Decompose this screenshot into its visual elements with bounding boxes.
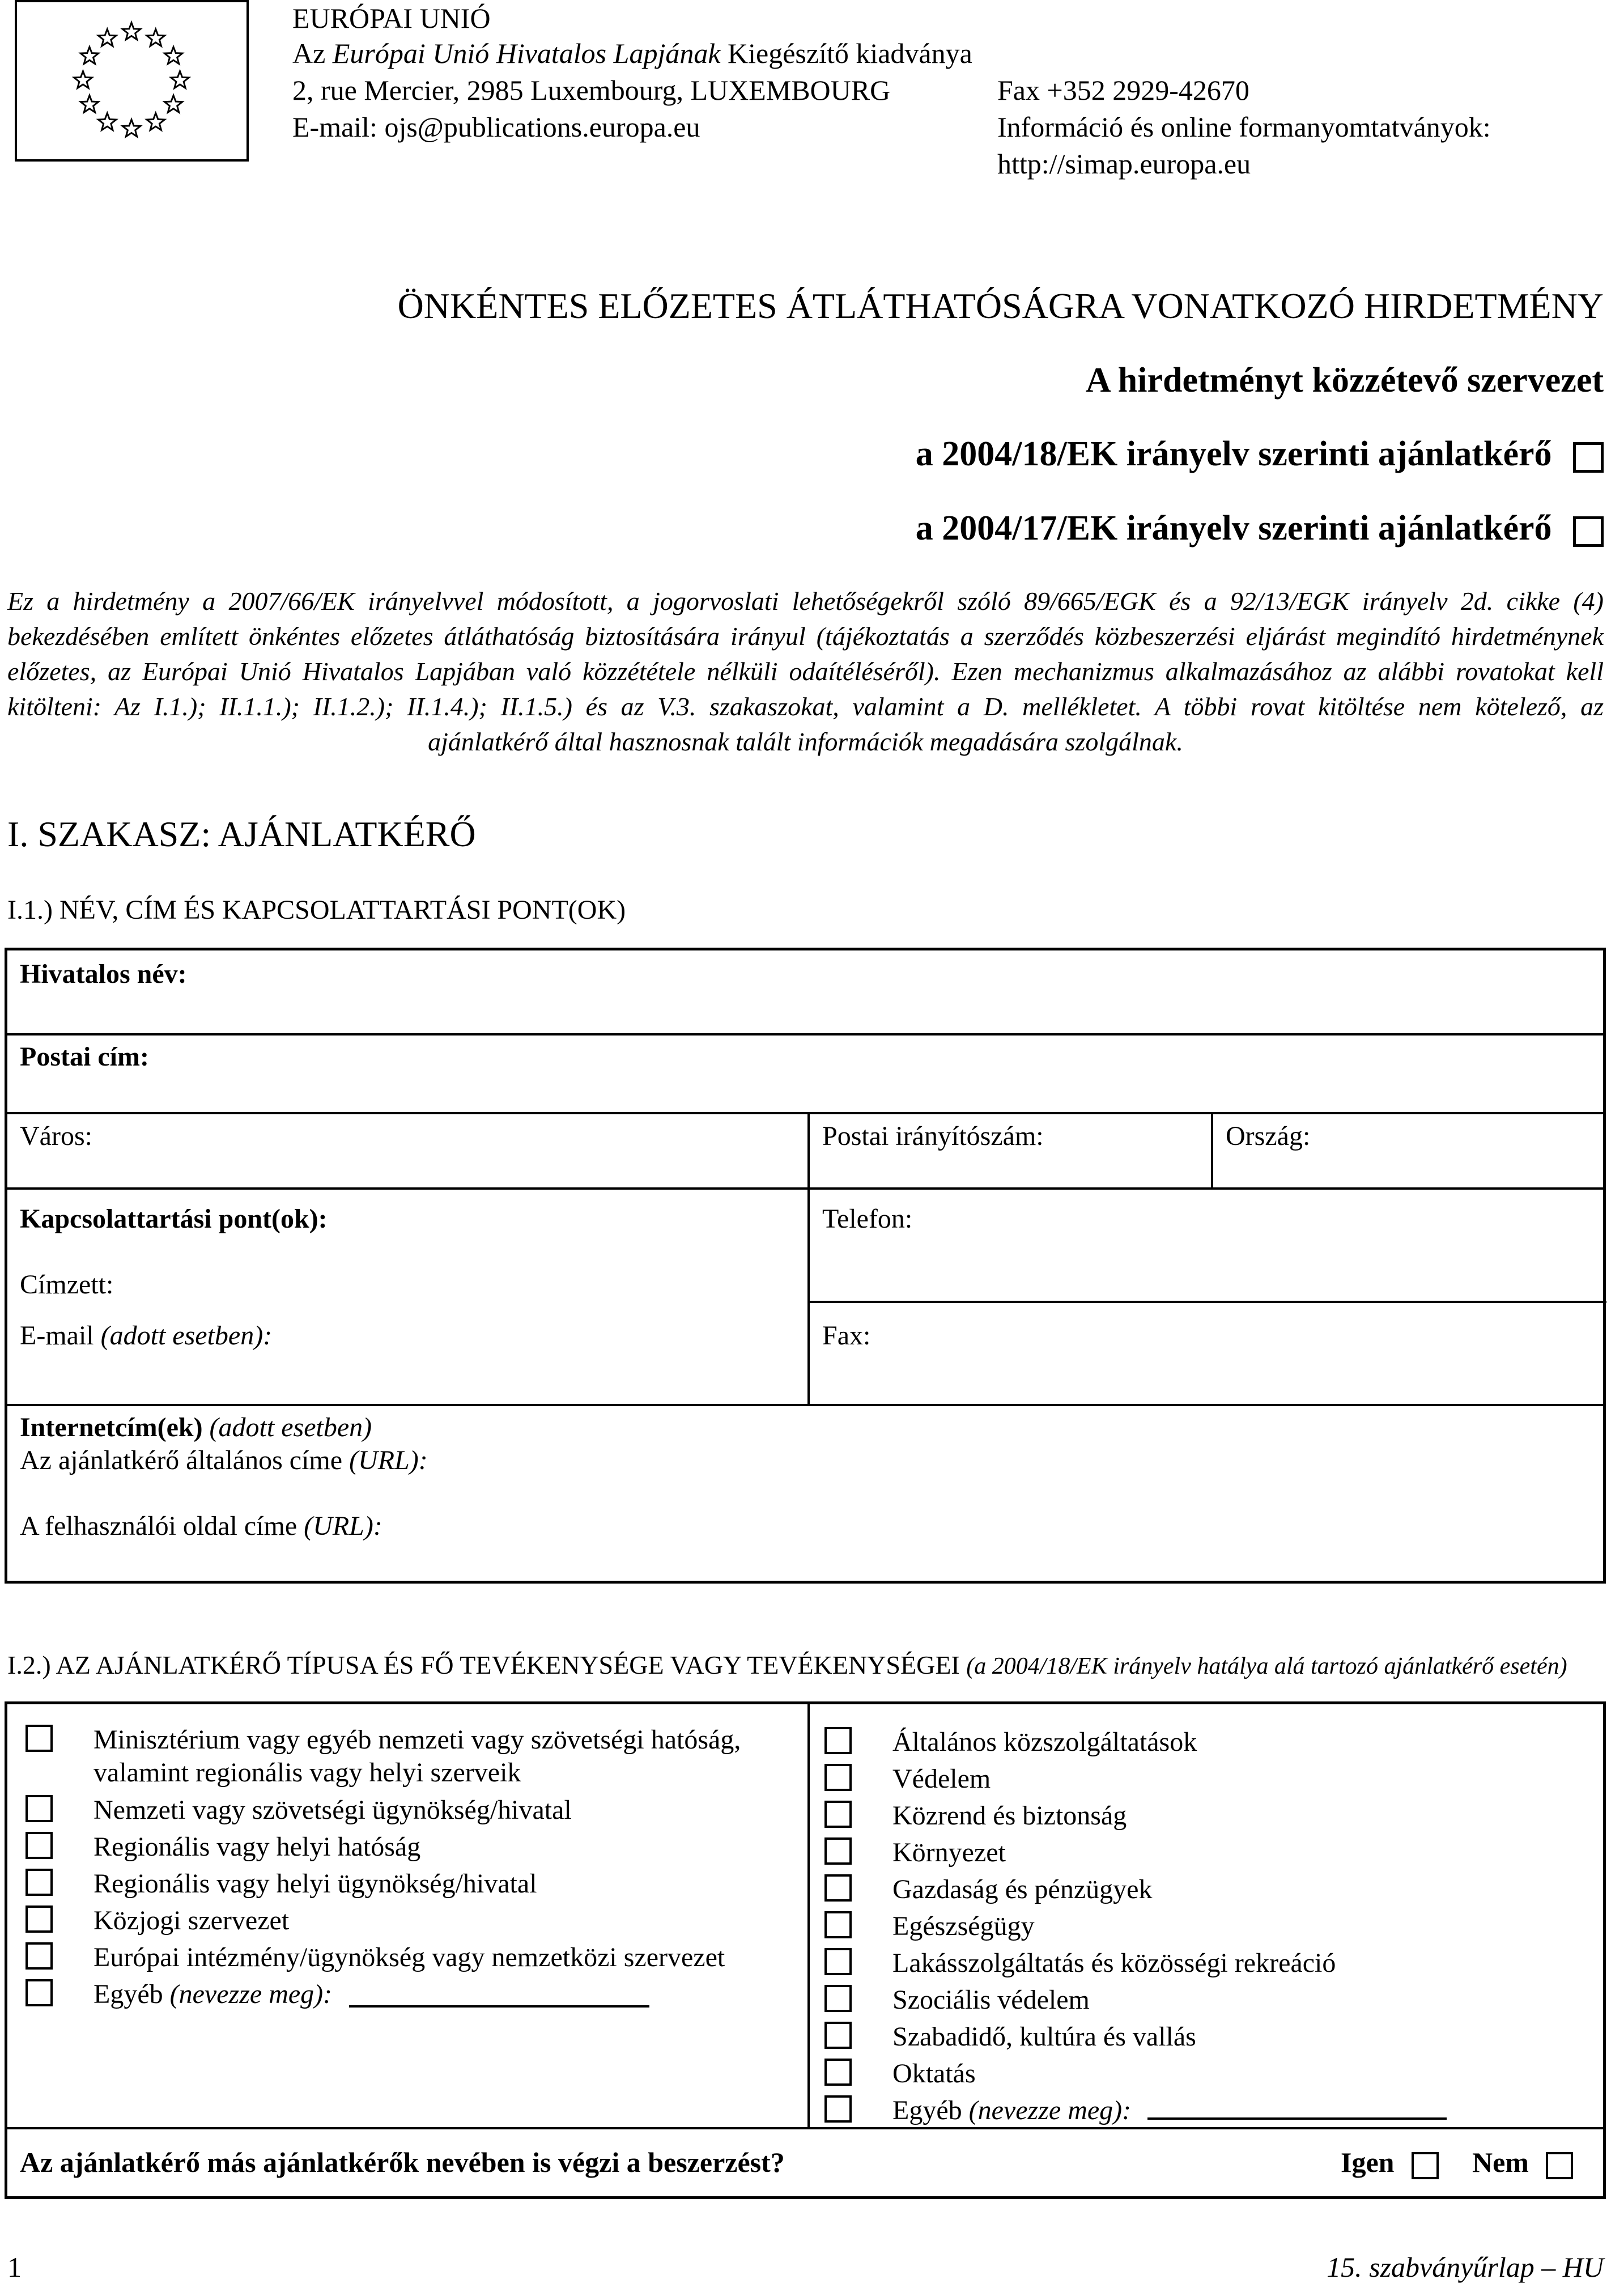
type-public-law-body-label: Közjogi szervezet (93, 1905, 290, 1936)
contracting-type-box (5, 1701, 1606, 2199)
eu-flag-logo (15, 0, 249, 162)
type-other-text: Egyéb (93, 1979, 163, 2009)
form-number: 15. szabványűrlap – HU (1327, 2251, 1604, 2283)
official-name-label: Hivatalos név: (20, 959, 187, 989)
answer-yes-checkbox[interactable] (1412, 2152, 1439, 2179)
activity-label (892, 2094, 1131, 2127)
option-2004-18 (916, 432, 1604, 476)
activity-label-text: Szabadidő, kultúra és vallás (892, 2022, 1196, 2052)
postal-code-label: Postai irányítószám: (822, 1121, 1044, 1151)
activity-checkbox[interactable] (824, 1948, 852, 1975)
answer-yes-label: Igen (1341, 2146, 1395, 2178)
star-icon (122, 120, 140, 137)
header-journal-suffix: Kiegészítő kiadványa (728, 37, 972, 69)
fax-field[interactable] (810, 1303, 1603, 1404)
type-public-law-body-checkbox[interactable] (25, 1905, 53, 1933)
intro-line-4: kitölteni: Az I.1.); II.1.1.); II.1.2.); II.1.4.); II.1.5.) és az V.3. szakaszokat, valamint a D. mellékletet. A többi rovat kitöltése nem kötelező, az (7, 692, 1604, 721)
intro-line-1: Ez a hirdetmény a 2007/66/EK irányelvvel módosított, a jogorvoslati lehetőségekről szóló 89/665/EGK és a 92/13/EGK irányelv 2d. cikke (4) (7, 587, 1604, 616)
fax-label: Fax: (822, 1321, 871, 1351)
section-1-2-heading (7, 1648, 1567, 1683)
intro-line-5: ajánlatkérő által hasznosnak talált információk megadására szolgálnak. (428, 727, 1183, 756)
answer-yes (1341, 2144, 1439, 2180)
activity-checkbox[interactable] (824, 2095, 852, 2123)
activity-label (892, 1726, 1197, 1759)
city-field[interactable] (7, 1114, 807, 1187)
type-ministry-label: Minisztérium vagy egyéb nemzeti vagy szövetségi hatóság, (93, 1725, 741, 1755)
activity-label (892, 2021, 1196, 2053)
city-label: Város: (20, 1121, 92, 1151)
star-icon (74, 71, 92, 88)
header-url[interactable]: http://simap.europa.eu (997, 148, 1251, 180)
star-icon (171, 71, 189, 88)
activity-label-text: Közrend és biztonság (892, 1801, 1127, 1831)
activity-checkbox[interactable] (824, 1874, 852, 1902)
activity-checkbox[interactable] (824, 1764, 852, 1791)
header-fax: Fax +352 2929-42670 (997, 74, 1249, 106)
activity-label (892, 1910, 1035, 1943)
country-label: Ország: (1226, 1121, 1311, 1151)
contact-points-label: Kapcsolattartási pont(ok): (20, 1204, 328, 1234)
email-label-note: (adott esetben): (100, 1321, 273, 1351)
activity-checkbox[interactable] (824, 1985, 852, 2012)
page-number: 1 (7, 2251, 22, 2283)
activity-label-text: Szociális védelem (892, 1985, 1090, 2015)
activity-label (892, 2057, 976, 2090)
activity-other-note: (nevezze meg): (968, 2095, 1132, 2125)
general-url-text: Az ajánlatkérő általános címe (20, 1445, 343, 1475)
activity-label-text: Gazdaság és pénzügyek (892, 1874, 1153, 1904)
document-title: ÖNKÉNTES ELŐZETES ÁTLÁTHATÓSÁGRA VONATKOZÓ HIRDETMÉNY (397, 286, 1604, 326)
buyer-profile-url-text: A felhasználói oldal címe (20, 1511, 297, 1541)
star-icon (164, 95, 182, 112)
email-label-text: E-mail (20, 1321, 94, 1351)
star-icon (147, 113, 164, 130)
contact-points-field[interactable] (7, 1190, 807, 1404)
type-regional-authority-checkbox[interactable] (25, 1832, 53, 1859)
answer-no-label: Nem (1472, 2146, 1529, 2178)
header-eu-name: EURÓPAI UNIÓ (292, 2, 491, 34)
option-2004-17-checkbox[interactable] (1573, 516, 1604, 547)
buyer-profile-url-note: (URL): (304, 1511, 382, 1541)
activity-label-text: Védelem (892, 1764, 991, 1794)
type-regional-agency-checkbox[interactable] (25, 1869, 53, 1896)
country-field[interactable] (1213, 1114, 1603, 1187)
section-1-heading: I. SZAKASZ: AJÁNLATKÉRŐ (7, 814, 476, 854)
postal-address-field[interactable] (7, 1035, 1603, 1112)
header-journal-title: Európai Unió Hivatalos Lapjának (332, 37, 721, 69)
activity-other-input-line[interactable] (1147, 2117, 1447, 2120)
star-icon (99, 29, 116, 46)
type-other-input-line[interactable] (349, 2005, 649, 2008)
type-european-institution-label: Európai intézmény/ügynökség vagy nemzetközi szervezet (93, 1942, 725, 1972)
activity-label-text: Általános közszolgáltatások (892, 1727, 1197, 1757)
type-regional-agency-label: Regionális vagy helyi ügynökség/hivatal (93, 1869, 537, 1899)
postal-address-label: Postai cím: (20, 1042, 149, 1072)
header-email: E-mail: ojs@publications.europa.eu (292, 111, 700, 143)
type-other-checkbox[interactable] (25, 1979, 53, 2006)
eu-stars-icon (17, 2, 246, 159)
star-icon (80, 95, 98, 112)
type-ministry-cont: valamint regionális vagy helyi szerveik (93, 1758, 521, 1788)
activity-checkbox[interactable] (824, 1801, 852, 1828)
activity-checkbox[interactable] (824, 1837, 852, 1865)
type-other-label (93, 1978, 332, 2011)
type-regional-authority-label: Regionális vagy helyi hatóság (93, 1832, 421, 1862)
star-icon (164, 47, 182, 64)
postal-code-field[interactable] (810, 1114, 1211, 1187)
type-other-note: (nevezze meg): (169, 1979, 333, 2009)
activity-label-text: Környezet (892, 1837, 1006, 1868)
star-icon (147, 29, 164, 46)
official-name-field[interactable] (7, 950, 1603, 1033)
type-national-agency-label: Nemzeti vagy szövetségi ügynökség/hivatal (93, 1795, 572, 1825)
type-national-agency-checkbox[interactable] (25, 1795, 53, 1822)
activity-checkbox[interactable] (824, 1727, 852, 1754)
phone-label: Telefon: (822, 1204, 913, 1234)
activity-label-text: Lakásszolgáltatás és közösségi rekreáció (892, 1948, 1336, 1978)
intro-line-3: előzetes, az Európai Unió Hivatalos Lapjában való közzététele nélküli odaítéléséről). Ezen mechanizmus alkalmazásához az alábbi rovatokat kell (7, 657, 1604, 686)
internet-label-note: (adott esetben) (209, 1412, 372, 1442)
activity-checkbox[interactable] (824, 1911, 852, 1938)
star-icon (122, 23, 140, 40)
internet-address-field[interactable] (7, 1406, 1603, 1582)
activity-label-text: Egyéb (892, 2095, 962, 2125)
header-info: Információ és online formanyomtatványok: (997, 111, 1491, 143)
option-2004-17 (916, 506, 1604, 550)
option-2004-17-label: a 2004/17/EK irányelv szerinti ajánlatkérő (915, 509, 1552, 548)
internet-label-text: Internetcím(ek) (20, 1412, 203, 1442)
star-icon (99, 113, 116, 130)
phone-field[interactable] (810, 1190, 1603, 1301)
intro-line-2: bekezdésében említett önkéntes előzetes átláthatóság biztosítására irányul (tájékoztatás a szerződés közbeszerzési eljárást megindító hirdetménynek (7, 622, 1604, 651)
answer-no (1472, 2144, 1573, 2180)
type-ministry-checkbox[interactable] (25, 1725, 53, 1752)
star-icon (80, 47, 98, 64)
header-address: 2, rue Mercier, 2985 Luxembourg, LUXEMBOURG (292, 74, 891, 106)
option-2004-18-checkbox[interactable] (1573, 442, 1604, 473)
section-1-2-heading-note: (a 2004/18/EK irányelv hatálya alá tartozó ajánlatkérő esetén) (966, 1653, 1567, 1679)
activity-label (892, 1763, 991, 1796)
header-journal (292, 35, 972, 72)
section-1-2-heading-text: I.2.) AZ AJÁNLATKÉRŐ TÍPUSA ÉS FŐ TEVÉKENYSÉGE VAGY TEVÉKENYSÉGEI (7, 1650, 960, 1679)
activity-label (892, 1984, 1090, 2017)
activity-label (892, 1800, 1127, 1832)
option-2004-18-label: a 2004/18/EK irányelv szerinti ajánlatkérő (915, 435, 1552, 473)
activity-checkbox[interactable] (824, 2022, 852, 2049)
contact-box (5, 948, 1606, 1584)
activity-label (892, 1873, 1152, 1906)
general-url-note: (URL): (349, 1445, 428, 1475)
activity-label-text: Oktatás (892, 2059, 976, 2089)
header-journal-prefix: Az (292, 37, 326, 69)
type-european-institution-checkbox[interactable] (25, 1942, 53, 1970)
publisher-subtitle: A hirdetményt közzétevő szervezet (1085, 361, 1604, 400)
answer-no-checkbox[interactable] (1546, 2152, 1573, 2179)
activity-label-text: Egészségügy (892, 1911, 1035, 1941)
recipient-label: Címzett: (20, 1270, 114, 1300)
activity-label (892, 1947, 1336, 1980)
on-behalf-question: Az ajánlatkérő más ajánlatkérők nevében is végzi a beszerzést? (20, 2146, 785, 2178)
activity-label (892, 1836, 1006, 1869)
section-1-1-heading: I.1.) NÉV, CÍM ÉS KAPCSOLATTARTÁSI PONT(OK) (7, 895, 626, 925)
activity-checkbox[interactable] (824, 2059, 852, 2086)
